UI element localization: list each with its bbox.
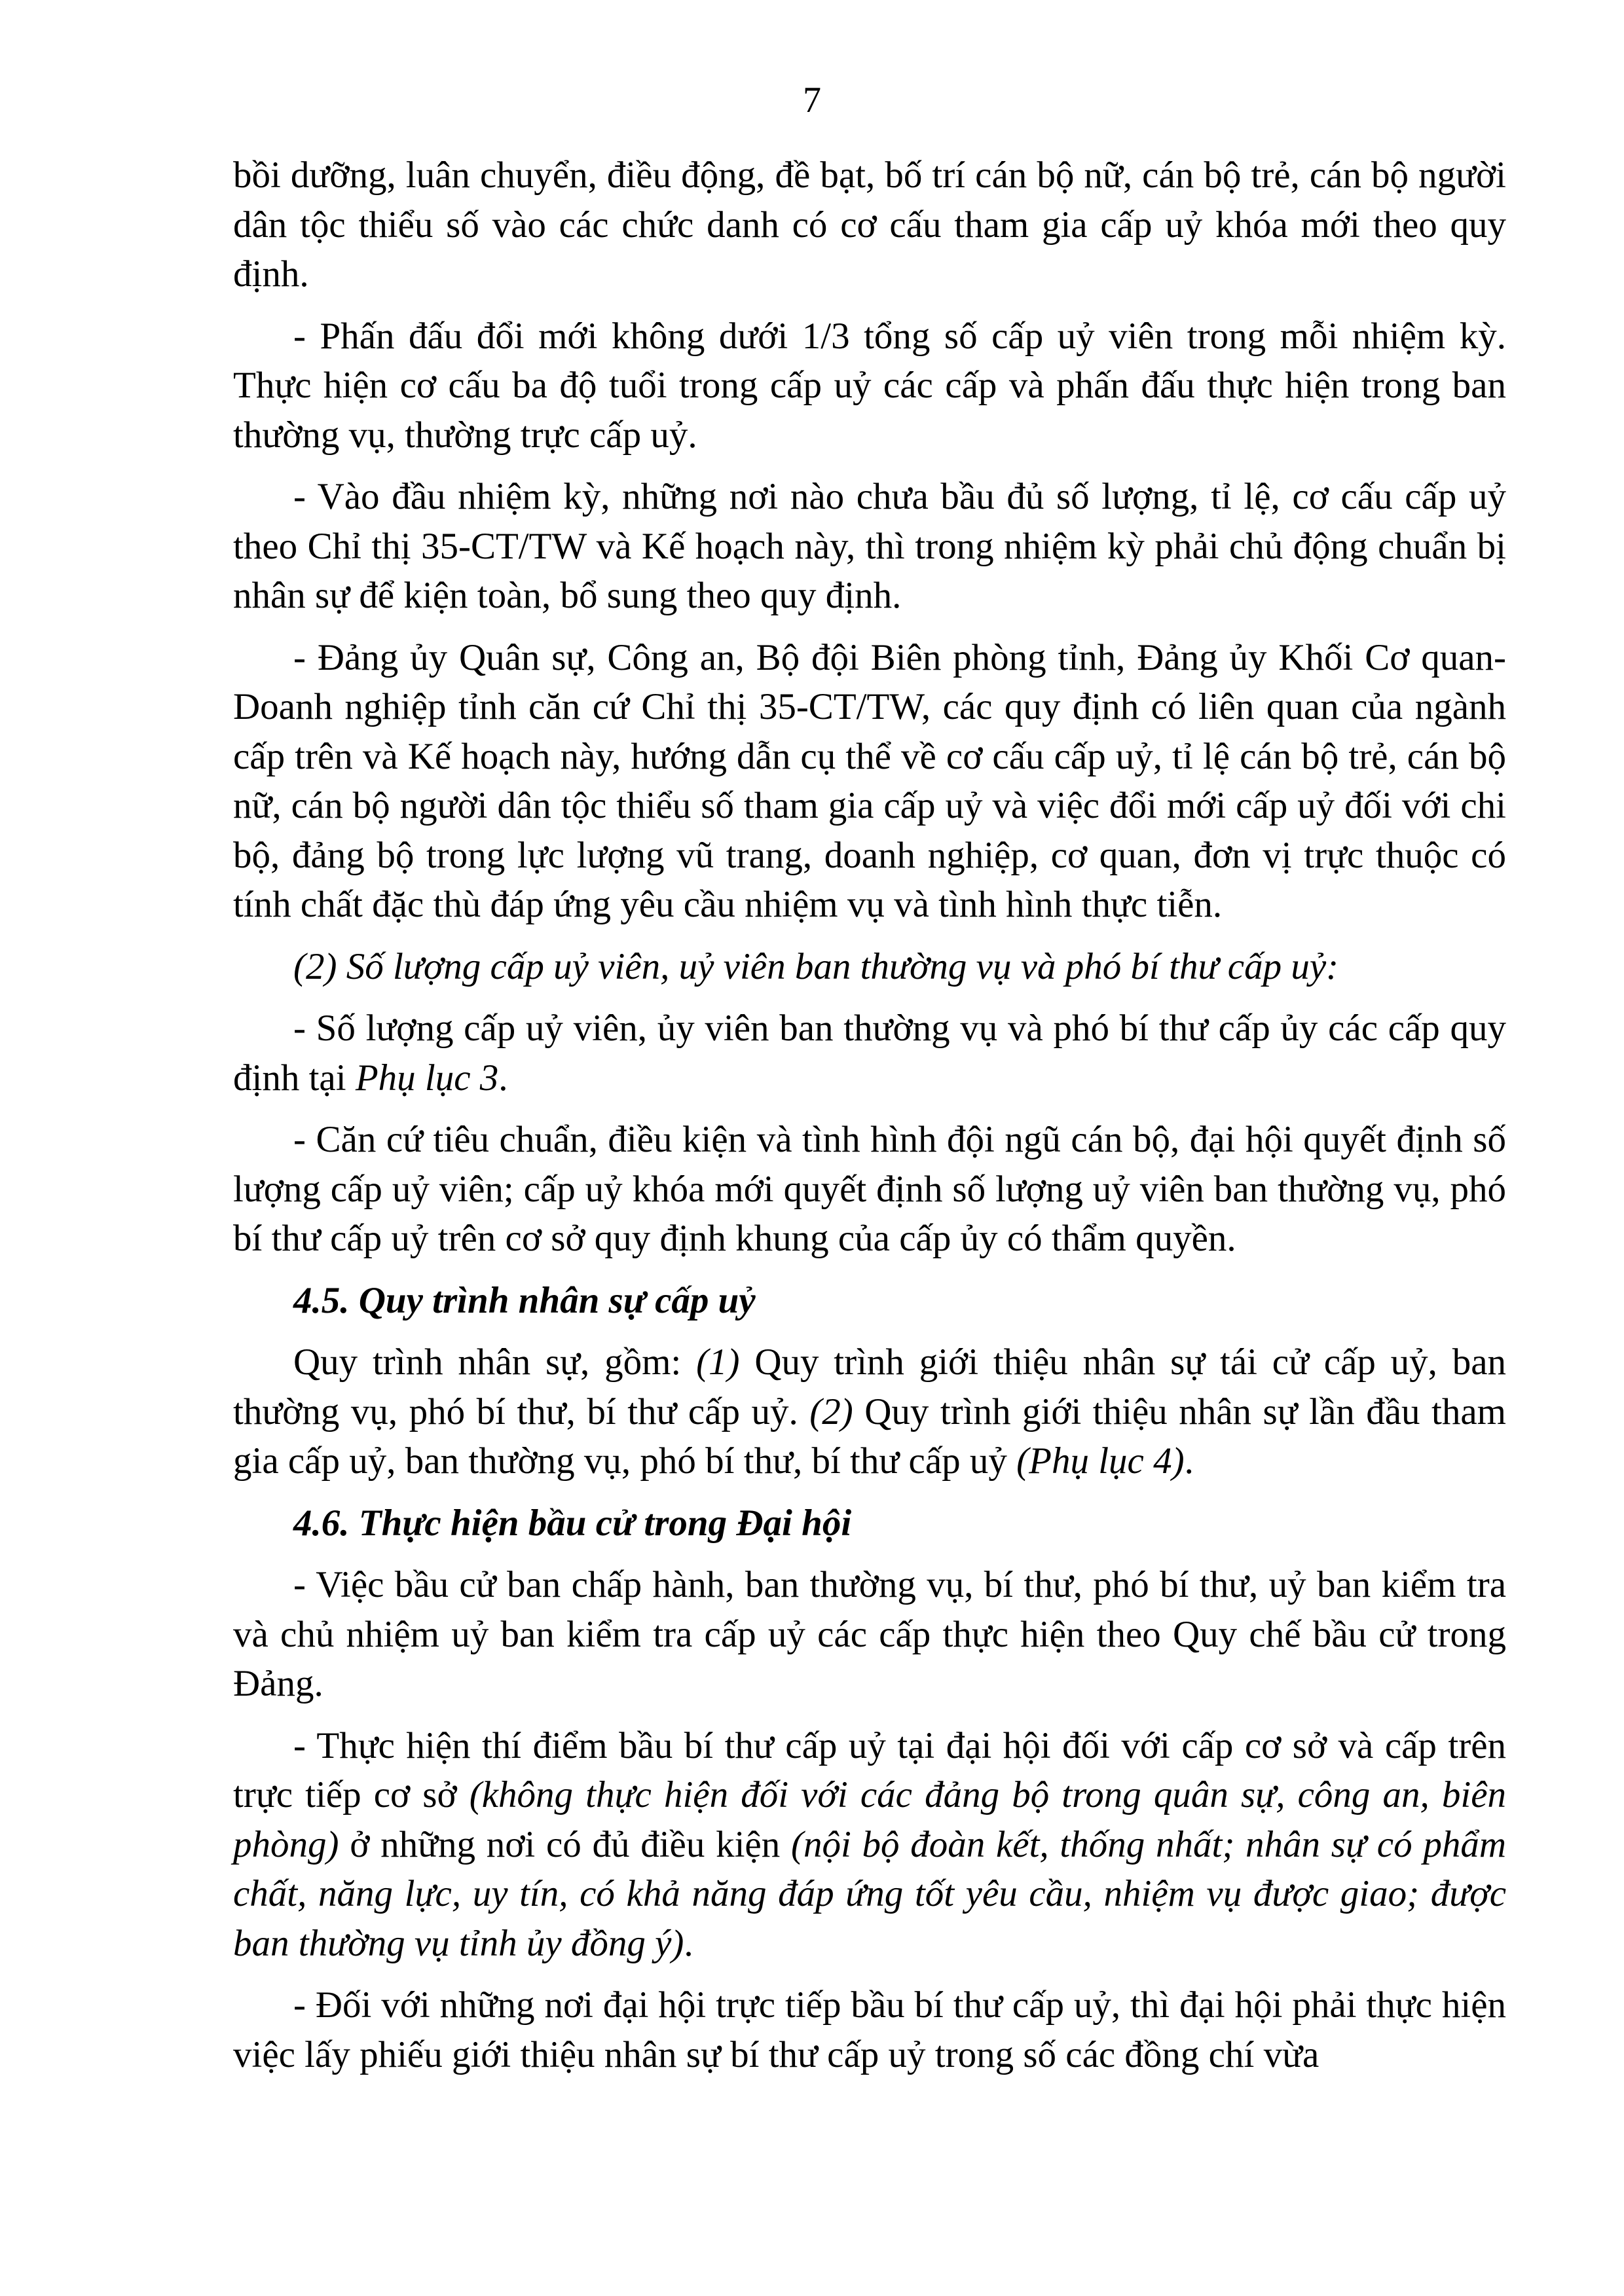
section-heading: 4.5. Quy trình nhân sự cấp uỷ — [293, 1279, 756, 1321]
text-run: - Thực hiện thí điểm bầu bí thư cấp uỷ tại đại hội đối với cấp cơ sở và cấp trên trực tiếp cơ sở — [233, 1724, 1506, 1815]
text-run: (không thực hiện đối với các đảng bộ trong quân sự, công an, biên phòng) — [233, 1774, 1507, 1865]
text-run: (nội bộ đoàn kết, thống nhất; nhân sự có phẩm chất, năng lực, uy tín, có khả năng đáp ứng tốt yêu cầu, nhiệm vụ được giao; được ban thường vụ tỉnh ủy đồng ý) — [233, 1823, 1506, 1964]
text-run: . — [498, 1057, 508, 1099]
text-run: Quy trình giới thiệu nhân sự lần đầu tham gia cấp uỷ, ban thường vụ, phó bí thư, bí thư cấp uỷ — [233, 1391, 1506, 1482]
paragraph: - Đảng ủy Quân sự, Công an, Bộ đội Biên phòng tỉnh, Đảng ủy Khối Cơ quan-Doanh nghiệp tỉnh căn cứ Chỉ thị 35-CT/TW, các quy định có liên quan của ngành cấp trên và Kế hoạch này, hướng dẫn cụ thể về cơ cấu cấp uỷ, tỉ lệ cán bộ trẻ, cán bộ nữ, cán bộ người dân tộc thiểu số tham gia cấp uỷ và việc đổi mới cấp uỷ đối với chi bộ, đảng bộ trong lực lượng vũ trang, doanh nghiệp, cơ quan, đơn vị trực thuộc có tính chất đặc thù đáp ứng yêu cầu nhiệm vụ và tình hình thực tiễn. — [233, 636, 1506, 925]
text-run: - Số lượng cấp uỷ viên, ủy viên ban thường vụ và phó bí thư cấp ủy các cấp quy định tại — [233, 1008, 1506, 1099]
subsection-title: (2) Số lượng cấp uỷ viên, uỷ viên ban thường vụ và phó bí thư cấp uỷ: — [293, 945, 1339, 987]
page-number: 7 — [803, 80, 821, 120]
text-run: . — [1184, 1440, 1194, 1482]
paragraph — [233, 1721, 1506, 1969]
text-run: Quy trình nhân sự, gồm: — [293, 1341, 697, 1383]
appendix-reference: (Phụ lục 4) — [1016, 1440, 1185, 1482]
paragraph — [233, 1004, 1506, 1102]
paragraph: - Việc bầu cử ban chấp hành, ban thường vụ, bí thư, phó bí thư, uỷ ban kiểm tra và chủ nhiệm uỷ ban kiểm tra cấp uỷ các cấp thực hiện theo Quy chế bầu cử trong Đảng. — [233, 1564, 1506, 1704]
paragraph: - Phấn đấu đổi mới không dưới 1/3 tổng số cấp uỷ viên trong mỗi nhiệm kỳ. Thực hiện cơ cấu ba độ tuổi trong cấp uỷ các cấp và phấn đấu thực hiện trong ban thường vụ, thường trực cấp uỷ. — [233, 315, 1506, 456]
paragraph: - Đối với những nơi đại hội trực tiếp bầu bí thư cấp uỷ, thì đại hội phải thực hiện việc lấy phiếu giới thiệu nhân sự bí thư cấp uỷ trong số các đồng chí vừa — [233, 1984, 1506, 2075]
text-run: ở những nơi có đủ điều kiện — [339, 1823, 791, 1865]
text-run: Quy trình giới thiệu nhân sự tái cử cấp uỷ, ban thường vụ, phó bí thư, bí thư cấp uỷ. — [233, 1341, 1506, 1432]
section-heading: 4.6. Thực hiện bầu cử trong Đại hội — [293, 1502, 852, 1544]
document-body — [233, 151, 1506, 2079]
paragraph: - Vào đầu nhiệm kỳ, những nơi nào chưa bầu đủ số lượng, tỉ lệ, cơ cấu cấp uỷ theo Chỉ thị 35-CT/TW và Kế hoạch này, thì trong nhiệm kỳ phải chủ động chuẩn bị nhân sự để kiện toàn, bổ sung theo quy định. — [233, 476, 1506, 616]
text-run: (2) — [809, 1391, 853, 1432]
paragraph: - Căn cứ tiêu chuẩn, điều kiện và tình hình đội ngũ cán bộ, đại hội quyết định số lượng cấp uỷ viên; cấp uỷ khóa mới quyết định số lượng uỷ viên ban thường vụ, phó bí thư cấp uỷ trên cơ sở quy định khung của cấp ủy có thẩm quyền. — [233, 1119, 1506, 1259]
paragraph — [233, 1338, 1506, 1486]
appendix-reference: Phụ lục 3 — [355, 1057, 499, 1099]
text-run: . — [684, 1922, 693, 1964]
text-run: (1) — [696, 1341, 740, 1383]
paragraph: bồi dưỡng, luân chuyển, điều động, đề bạt, bố trí cán bộ nữ, cán bộ trẻ, cán bộ người dân tộc thiểu số vào các chức danh có cơ cấu tham gia cấp uỷ khóa mới theo quy định. — [233, 155, 1506, 295]
